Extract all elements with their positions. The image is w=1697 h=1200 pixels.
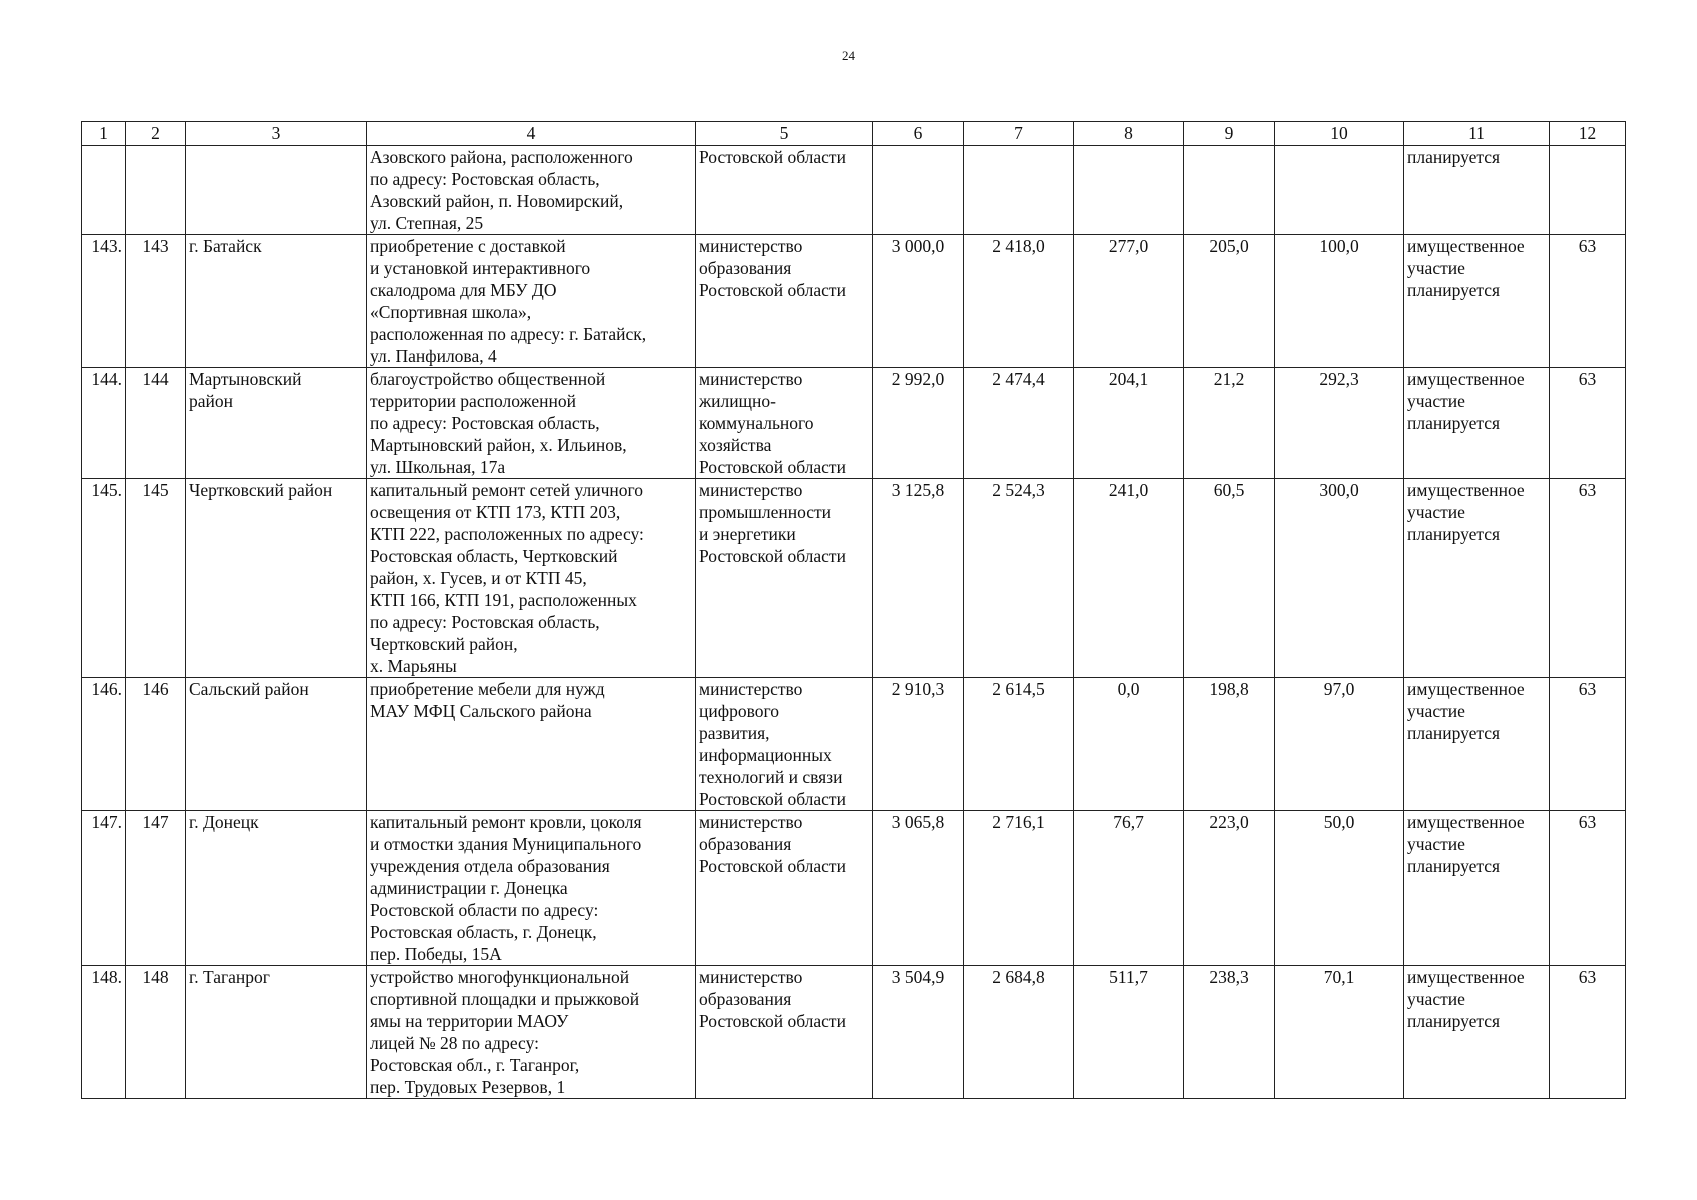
value-col8-cell: 0,0 — [1074, 678, 1184, 811]
column-header: 2 — [126, 122, 186, 146]
value-col6-cell: 3 065,8 — [873, 811, 964, 966]
row-index-cell: 146. — [82, 678, 126, 811]
value-col9-cell — [1184, 146, 1275, 235]
column-header: 3 — [186, 122, 367, 146]
row-index-cell: 144. — [82, 368, 126, 479]
value-col7-cell: 2 716,1 — [964, 811, 1074, 966]
ministry-cell — [696, 811, 873, 966]
data-table — [81, 121, 1626, 1099]
value-col7-cell — [964, 146, 1074, 235]
value-col8-cell: 76,7 — [1074, 811, 1184, 966]
column-header: 10 — [1275, 122, 1404, 146]
municipality-cell — [186, 235, 367, 368]
description-line: учреждения отдела образования — [370, 856, 610, 876]
description-line: пер. Победы, 15А — [370, 944, 502, 964]
ministry-line: министерство — [699, 236, 803, 256]
value-col10-cell: 70,1 — [1275, 966, 1404, 1099]
description-line: Чертковский район, — [370, 634, 518, 654]
participation-cell — [1404, 811, 1550, 966]
row-number-cell — [126, 146, 186, 235]
value-col6-cell: 2 992,0 — [873, 368, 964, 479]
municipality-line: Мартыновский — [189, 369, 302, 389]
participation-cell — [1404, 235, 1550, 368]
value-col9-cell: 21,2 — [1184, 368, 1275, 479]
municipality-cell — [186, 678, 367, 811]
description-line: КТП 166, КТП 191, расположенных — [370, 590, 637, 610]
page-number: 24 — [842, 48, 855, 63]
participation-line: участие — [1407, 834, 1465, 854]
participation-line: имущественное — [1407, 967, 1525, 987]
row-index-cell: 143. — [82, 235, 126, 368]
description-line: пер. Трудовых Резервов, 1 — [370, 1077, 566, 1097]
description-line: Ростовская область, г. Донецк, — [370, 922, 597, 942]
value-col9-cell: 223,0 — [1184, 811, 1275, 966]
ministry-line: цифрового — [699, 701, 779, 721]
description-line: ул. Школьная, 17а — [370, 457, 506, 477]
value-col7-cell: 2 418,0 — [964, 235, 1074, 368]
ministry-line: Ростовской области — [699, 856, 846, 876]
participation-cell — [1404, 146, 1550, 235]
description-cell — [367, 235, 696, 368]
description-cell — [367, 146, 696, 235]
participation-line: планируется — [1407, 280, 1501, 300]
participation-line: участие — [1407, 502, 1465, 522]
value-col8-cell: 511,7 — [1074, 966, 1184, 1099]
description-line: ямы на территории МАОУ — [370, 1011, 569, 1031]
ministry-line: Ростовской области — [699, 457, 846, 477]
column-header: 1 — [82, 122, 126, 146]
column-header: 6 — [873, 122, 964, 146]
ministry-line: министерство — [699, 967, 803, 987]
value-col10-cell: 292,3 — [1275, 368, 1404, 479]
value-col9-cell: 60,5 — [1184, 479, 1275, 678]
description-line: приобретение мебели для нужд — [370, 679, 605, 699]
column-header: 5 — [696, 122, 873, 146]
value-col6-cell — [873, 146, 964, 235]
table-row — [82, 146, 1626, 235]
participation-line: планируется — [1407, 1011, 1501, 1031]
municipality-line: Чертковский район — [189, 480, 333, 500]
ministry-line: жилищно- — [699, 391, 776, 411]
description-line: освещения от КТП 173, КТП 203, — [370, 502, 621, 522]
column-header: 9 — [1184, 122, 1275, 146]
participation-cell — [1404, 368, 1550, 479]
value-col10-cell: 50,0 — [1275, 811, 1404, 966]
description-line: капитальный ремонт кровли, цоколя — [370, 812, 642, 832]
description-line: администрации г. Донецка — [370, 878, 568, 898]
ministry-line: информационных — [699, 745, 832, 765]
row-index-cell: 148. — [82, 966, 126, 1099]
row-index-cell: 145. — [82, 479, 126, 678]
description-line: по адресу: Ростовская область, — [370, 413, 600, 433]
participation-line: участие — [1407, 391, 1465, 411]
description-line: лицей № 28 по адресу: — [370, 1033, 539, 1053]
value-col12-cell: 63 — [1550, 966, 1626, 1099]
description-line: территории расположенной — [370, 391, 576, 411]
description-line: х. Марьяны — [370, 656, 457, 676]
value-col10-cell — [1275, 146, 1404, 235]
ministry-line: министерство — [699, 812, 803, 832]
description-cell — [367, 368, 696, 479]
description-line: благоустройство общественной — [370, 369, 606, 389]
description-line: КТП 222, расположенных по адресу: — [370, 524, 644, 544]
municipality-cell — [186, 479, 367, 678]
column-header: 4 — [367, 122, 696, 146]
value-col12-cell: 63 — [1550, 368, 1626, 479]
description-line: по адресу: Ростовская область, — [370, 612, 600, 632]
row-index-cell: 147. — [82, 811, 126, 966]
description-line: Азовский район, п. Новомирский, — [370, 191, 624, 211]
ministry-line: коммунального — [699, 413, 814, 433]
value-col7-cell: 2 474,4 — [964, 368, 1074, 479]
participation-cell — [1404, 678, 1550, 811]
ministry-line: министерство — [699, 369, 803, 389]
participation-line: имущественное — [1407, 236, 1525, 256]
participation-cell — [1404, 479, 1550, 678]
value-col8-cell: 241,0 — [1074, 479, 1184, 678]
ministry-cell — [696, 479, 873, 678]
description-line: капитальный ремонт сетей уличного — [370, 480, 643, 500]
ministry-line: хозяйства — [699, 435, 772, 455]
value-col7-cell: 2 524,3 — [964, 479, 1074, 678]
description-line: спортивной площадки и прыжковой — [370, 989, 640, 1009]
value-col12-cell: 63 — [1550, 678, 1626, 811]
participation-line: имущественное — [1407, 369, 1525, 389]
municipality-cell — [186, 146, 367, 235]
value-col6-cell: 3 504,9 — [873, 966, 964, 1099]
row-number-cell: 148 — [126, 966, 186, 1099]
participation-line: планируется — [1407, 856, 1501, 876]
description-line: Ростовская область, Чертковский — [370, 546, 618, 566]
participation-line: участие — [1407, 701, 1465, 721]
description-line: МАУ МФЦ Сальского района — [370, 701, 592, 721]
column-header: 7 — [964, 122, 1074, 146]
ministry-cell — [696, 146, 873, 235]
municipality-line: район — [189, 391, 233, 411]
description-line: Ростовской области по адресу: — [370, 900, 599, 920]
table-body — [82, 146, 1626, 1099]
ministry-cell — [696, 235, 873, 368]
ministry-line: образования — [699, 989, 792, 1009]
ministry-line: развития, — [699, 723, 770, 743]
description-line: и установкой интерактивного — [370, 258, 591, 278]
value-col12-cell: 63 — [1550, 811, 1626, 966]
description-line: Ростовская обл., г. Таганрог, — [370, 1055, 580, 1075]
value-col7-cell: 2 614,5 — [964, 678, 1074, 811]
value-col12-cell: 63 — [1550, 235, 1626, 368]
description-line: ул. Панфилова, 4 — [370, 346, 497, 366]
municipality-cell — [186, 811, 367, 966]
description-line: расположенная по адресу: г. Батайск, — [370, 324, 647, 344]
participation-line: участие — [1407, 258, 1465, 278]
table-row — [82, 811, 1626, 966]
row-number-cell: 147 — [126, 811, 186, 966]
value-col8-cell: 277,0 — [1074, 235, 1184, 368]
municipality-cell — [186, 368, 367, 479]
description-cell — [367, 678, 696, 811]
participation-line: планируется — [1407, 524, 1501, 544]
ministry-line: Ростовской области — [699, 789, 846, 809]
value-col10-cell: 300,0 — [1275, 479, 1404, 678]
participation-line: имущественное — [1407, 480, 1525, 500]
ministry-cell — [696, 368, 873, 479]
ministry-line: Ростовской области — [699, 280, 846, 300]
municipality-line: Сальский район — [189, 679, 309, 699]
description-line: приобретение с доставкой — [370, 236, 566, 256]
participation-line: планируется — [1407, 723, 1501, 743]
ministry-line: и энергетики — [699, 524, 796, 544]
value-col9-cell: 198,8 — [1184, 678, 1275, 811]
ministry-cell — [696, 678, 873, 811]
ministry-line: промышленности — [699, 502, 832, 522]
row-number-cell: 144 — [126, 368, 186, 479]
municipality-line: г. Донецк — [189, 812, 259, 832]
ministry-line: министерство — [699, 480, 803, 500]
value-col12-cell: 63 — [1550, 479, 1626, 678]
description-cell — [367, 479, 696, 678]
value-col10-cell: 100,0 — [1275, 235, 1404, 368]
description-line: район, х. Гусев, и от КТП 45, — [370, 568, 587, 588]
table-row — [82, 966, 1626, 1099]
value-col7-cell: 2 684,8 — [964, 966, 1074, 1099]
description-cell — [367, 966, 696, 1099]
description-line: скалодрома для МБУ ДО — [370, 280, 557, 300]
table-row — [82, 678, 1626, 811]
row-number-cell: 143 — [126, 235, 186, 368]
description-line: «Спортивная школа», — [370, 302, 532, 322]
ministry-line: Ростовской области — [699, 1011, 846, 1031]
table-row — [82, 235, 1626, 368]
column-header: 11 — [1404, 122, 1550, 146]
column-header: 12 — [1550, 122, 1626, 146]
description-line: по адресу: Ростовская область, — [370, 169, 600, 189]
description-line: и отмостки здания Муниципального — [370, 834, 642, 854]
value-col6-cell: 2 910,3 — [873, 678, 964, 811]
row-number-cell: 146 — [126, 678, 186, 811]
participation-line: планируется — [1407, 413, 1501, 433]
value-col10-cell: 97,0 — [1275, 678, 1404, 811]
municipality-line: г. Батайск — [189, 236, 262, 256]
value-col8-cell: 204,1 — [1074, 368, 1184, 479]
municipality-cell — [186, 966, 367, 1099]
participation-line: имущественное — [1407, 812, 1525, 832]
ministry-line: технологий и связи — [699, 767, 843, 787]
column-number-row — [82, 122, 1626, 146]
ministry-line: министерство — [699, 679, 803, 699]
participation-line: имущественное — [1407, 679, 1525, 699]
value-col6-cell: 3 000,0 — [873, 235, 964, 368]
table-row — [82, 479, 1626, 678]
description-line: ул. Степная, 25 — [370, 213, 484, 233]
row-index-cell — [82, 146, 126, 235]
ministry-cell — [696, 966, 873, 1099]
value-col9-cell: 238,3 — [1184, 966, 1275, 1099]
value-col6-cell: 3 125,8 — [873, 479, 964, 678]
value-col8-cell — [1074, 146, 1184, 235]
row-number-cell: 145 — [126, 479, 186, 678]
municipality-line: г. Таганрог — [189, 967, 270, 987]
ministry-line: образования — [699, 834, 792, 854]
description-line: Азовского района, расположенного — [370, 147, 633, 167]
ministry-line: образования — [699, 258, 792, 278]
value-col12-cell — [1550, 146, 1626, 235]
participation-line: планируется — [1407, 147, 1501, 167]
ministry-line: Ростовской области — [699, 147, 846, 167]
ministry-line: Ростовской области — [699, 546, 846, 566]
description-line: устройство многофункциональной — [370, 967, 630, 987]
participation-line: участие — [1407, 989, 1465, 1009]
description-cell — [367, 811, 696, 966]
description-line: Мартыновский район, х. Ильинов, — [370, 435, 627, 455]
column-header: 8 — [1074, 122, 1184, 146]
participation-cell — [1404, 966, 1550, 1099]
value-col9-cell: 205,0 — [1184, 235, 1275, 368]
table-row — [82, 368, 1626, 479]
